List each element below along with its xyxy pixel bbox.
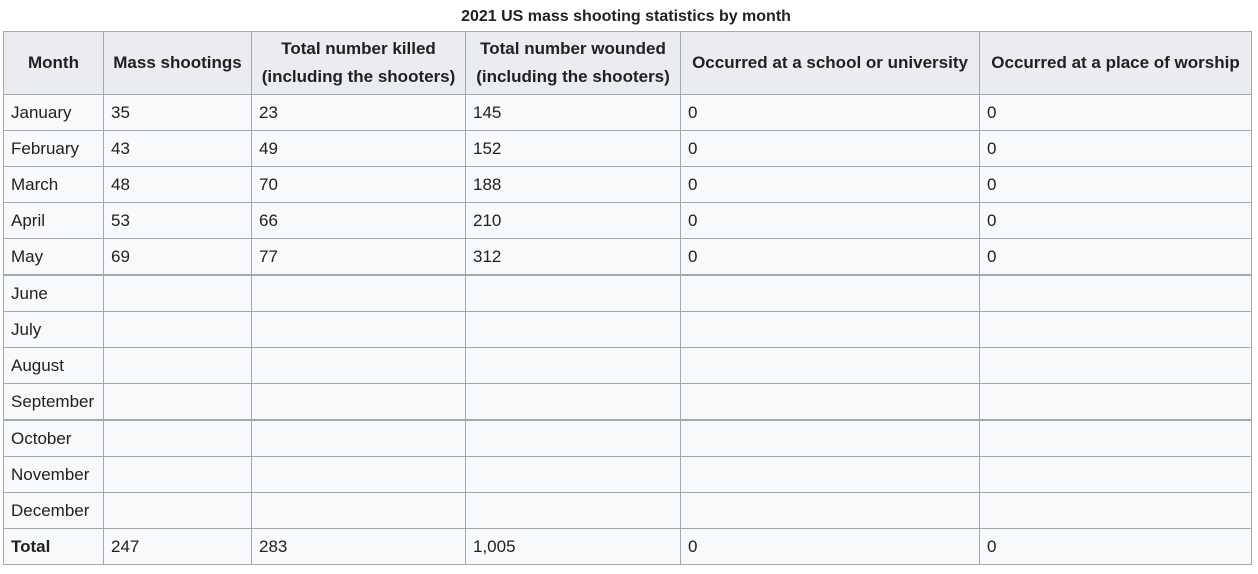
killed-cell	[252, 384, 466, 421]
school-cell	[681, 457, 980, 493]
month-cell: August	[4, 348, 104, 384]
school-cell	[681, 493, 980, 529]
killed-cell: 66	[252, 203, 466, 239]
total-killed-cell: 283	[252, 529, 466, 565]
column-header-total-killed	[252, 32, 466, 95]
table-row	[4, 493, 1252, 529]
table-row	[4, 384, 1252, 421]
column-header-text: Total number killed	[281, 39, 436, 58]
school-cell	[681, 348, 980, 384]
table-row	[4, 131, 1252, 167]
killed-cell	[252, 457, 466, 493]
month-cell: September	[4, 384, 104, 421]
total-wounded-cell: 1,005	[466, 529, 681, 565]
worship-cell	[980, 275, 1252, 312]
worship-cell: 0	[980, 239, 1252, 276]
mass-shootings-cell	[104, 420, 252, 457]
worship-cell	[980, 384, 1252, 421]
mass-shootings-cell	[104, 348, 252, 384]
mass-shootings-cell: 43	[104, 131, 252, 167]
school-cell	[681, 420, 980, 457]
worship-cell: 0	[980, 95, 1252, 131]
killed-cell	[252, 275, 466, 312]
wounded-cell	[466, 348, 681, 384]
killed-cell: 77	[252, 239, 466, 276]
mass-shootings-cell	[104, 493, 252, 529]
month-cell: February	[4, 131, 104, 167]
month-cell: May	[4, 239, 104, 276]
worship-cell: 0	[980, 131, 1252, 167]
column-header-subtext: (including the shooters)	[261, 67, 456, 86]
month-cell: January	[4, 95, 104, 131]
column-header-text: Occurred at a school or university	[692, 53, 968, 72]
school-cell: 0	[681, 203, 980, 239]
wounded-cell: 145	[466, 95, 681, 131]
table-row	[4, 239, 1252, 276]
column-header-subtext: (including the shooters)	[476, 67, 670, 86]
column-header-text: Occurred at a place of worship	[991, 53, 1240, 72]
mass-shootings-cell: 48	[104, 167, 252, 203]
wounded-cell: 210	[466, 203, 681, 239]
mass-shootings-cell: 53	[104, 203, 252, 239]
worship-cell	[980, 420, 1252, 457]
month-cell: October	[4, 420, 104, 457]
mass-shootings-cell	[104, 384, 252, 421]
table-row	[4, 167, 1252, 203]
month-cell: December	[4, 493, 104, 529]
column-header-text: Total number wounded	[480, 39, 666, 58]
total-school-cell: 0	[681, 529, 980, 565]
table-row	[4, 203, 1252, 239]
killed-cell: 49	[252, 131, 466, 167]
wounded-cell	[466, 275, 681, 312]
month-cell: March	[4, 167, 104, 203]
column-header-place-of-worship	[980, 32, 1252, 95]
mass-shooting-statistics-table	[3, 31, 1252, 565]
column-header-text: Mass shootings	[113, 53, 242, 72]
mass-shootings-cell	[104, 312, 252, 348]
wounded-cell	[466, 312, 681, 348]
table-row	[4, 420, 1252, 457]
column-header-mass-shootings	[104, 32, 252, 95]
total-label: Total	[4, 529, 104, 565]
wounded-cell	[466, 493, 681, 529]
mass-shootings-cell	[104, 457, 252, 493]
table-caption: 2021 US mass shooting statistics by month	[461, 8, 791, 25]
month-cell: June	[4, 275, 104, 312]
killed-cell	[252, 312, 466, 348]
worship-cell	[980, 457, 1252, 493]
wounded-cell: 152	[466, 131, 681, 167]
wounded-cell	[466, 420, 681, 457]
table-row	[4, 312, 1252, 348]
killed-cell: 70	[252, 167, 466, 203]
total-mass-shootings-cell: 247	[104, 529, 252, 565]
header-row	[4, 32, 1252, 95]
school-cell	[681, 275, 980, 312]
school-cell: 0	[681, 167, 980, 203]
table-row	[4, 275, 1252, 312]
column-header-school-or-university	[681, 32, 980, 95]
mass-shootings-cell: 35	[104, 95, 252, 131]
month-cell: November	[4, 457, 104, 493]
wounded-cell: 188	[466, 167, 681, 203]
killed-cell	[252, 493, 466, 529]
column-header-text: Month	[28, 53, 79, 72]
killed-cell: 23	[252, 95, 466, 131]
worship-cell	[980, 493, 1252, 529]
killed-cell	[252, 420, 466, 457]
school-cell: 0	[681, 239, 980, 276]
worship-cell: 0	[980, 167, 1252, 203]
month-cell: July	[4, 312, 104, 348]
school-cell: 0	[681, 131, 980, 167]
wounded-cell	[466, 384, 681, 421]
mass-shootings-cell	[104, 275, 252, 312]
wounded-cell	[466, 457, 681, 493]
worship-cell	[980, 312, 1252, 348]
school-cell: 0	[681, 95, 980, 131]
mass-shootings-cell: 69	[104, 239, 252, 276]
wounded-cell: 312	[466, 239, 681, 276]
column-header-total-wounded	[466, 32, 681, 95]
worship-cell: 0	[980, 203, 1252, 239]
column-header-month	[4, 32, 104, 95]
table-row	[4, 95, 1252, 131]
school-cell	[681, 312, 980, 348]
school-cell	[681, 384, 980, 421]
table-row	[4, 348, 1252, 384]
total-row	[4, 529, 1252, 565]
total-worship-cell: 0	[980, 529, 1252, 565]
killed-cell	[252, 348, 466, 384]
worship-cell	[980, 348, 1252, 384]
table-row	[4, 457, 1252, 493]
month-cell: April	[4, 203, 104, 239]
